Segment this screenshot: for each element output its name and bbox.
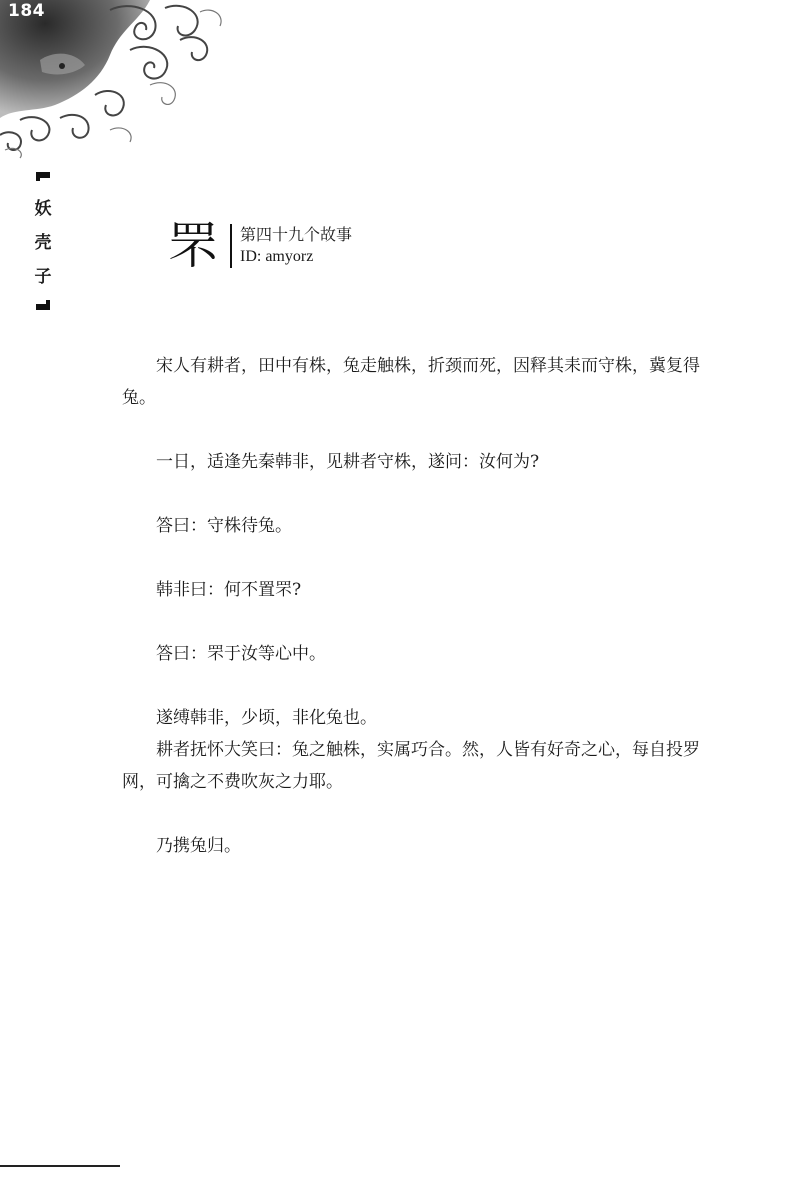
chapter-meta xyxy=(240,224,352,268)
paragraph: 宋人有耕者，田中有株，兔走触株，折颈而死，因释其耒而守株，冀复得兔。 xyxy=(122,356,700,408)
paragraph: 一日，适逢先秦韩非，见耕者守株，遂问：汝何为? xyxy=(156,452,540,472)
title-bracket-close xyxy=(36,304,50,310)
story-body xyxy=(122,350,722,862)
book-title-char: 子 xyxy=(34,267,52,287)
paragraph: 耕者抚怀大笑曰：兔之触株，实属巧合。然，人皆有好奇之心，每自投罗网，可擒之不费吹灰之力耶。 xyxy=(122,740,700,792)
book-title-vertical xyxy=(28,172,58,310)
author-id: ID: amyorz xyxy=(240,248,314,265)
title-bracket-open xyxy=(36,172,50,178)
paragraph: 答曰：罘于汝等心中。 xyxy=(156,644,326,664)
chapter-divider xyxy=(230,224,232,268)
paragraph: 韩非曰：何不置罘? xyxy=(156,580,302,600)
paragraph: 答曰：守株待兔。 xyxy=(156,516,292,536)
page-number: 184 xyxy=(8,1,45,21)
story-label: 第四十九个故事 xyxy=(240,225,353,244)
chapter-character: 罘 xyxy=(168,217,218,275)
paragraph: 乃携兔归。 xyxy=(156,836,241,856)
chapter-heading xyxy=(168,217,353,275)
book-title-char: 妖 xyxy=(34,199,52,219)
footer-rule xyxy=(0,1165,120,1167)
paragraph: 遂缚韩非，少顷，非化兔也。 xyxy=(156,708,377,728)
book-title-char: 壳 xyxy=(34,233,52,253)
swirl-vine-ornament-icon xyxy=(0,0,230,160)
